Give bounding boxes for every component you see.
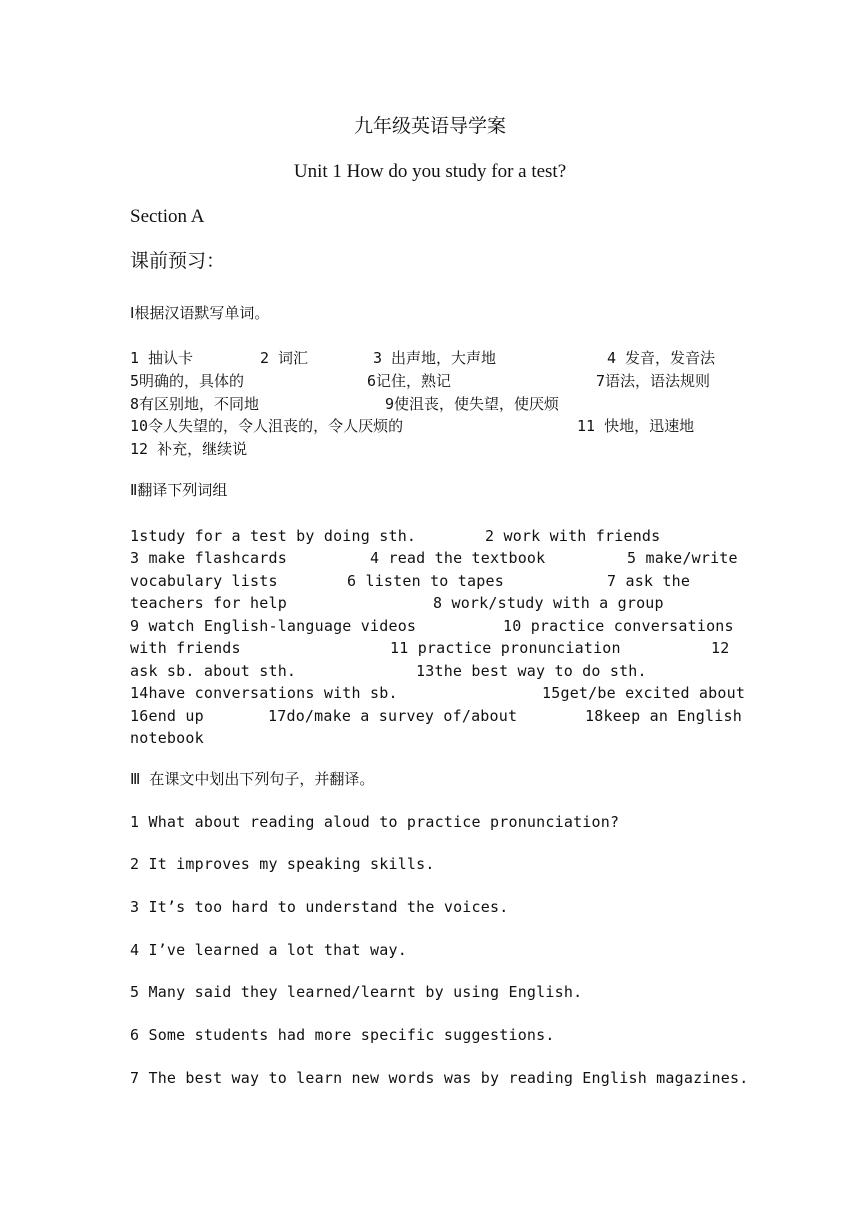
phrase-item: teachers for help [130, 594, 287, 612]
phrase-item: notebook [130, 729, 204, 747]
phrase-item: 11 practice pronunciation [390, 639, 621, 657]
phrase-item: with friends [130, 639, 241, 657]
part2-row [130, 707, 742, 725]
part2-row [130, 729, 730, 747]
part3-heading: Ⅲ 在课文中划出下列句子，并翻译。 [130, 770, 375, 788]
part1-row [130, 417, 730, 435]
phrase-item: 7 ask the [607, 572, 691, 590]
part1-heading: Ⅰ根据汉语默写单词。 [130, 304, 270, 322]
phrase-item: 3 make flashcards [130, 549, 287, 567]
vocab-item: 9使沮丧，使失望，使厌烦 [385, 395, 560, 413]
phrase-item: 16end up [130, 707, 204, 725]
part1-row [130, 395, 730, 413]
preview-heading: 课前预习： [130, 251, 226, 272]
vocab-item: 6记住，熟记 [367, 372, 452, 390]
phrase-item: ask sb. about sth. [130, 662, 297, 680]
phrase-item: 18keep an English [585, 707, 742, 725]
sentence-item: 4 I’ve learned a lot that way. [130, 941, 407, 959]
sentence-item: 7 The best way to learn new words was by reading English magazines. [130, 1069, 749, 1087]
vocab-item: 8有区别地，不同地 [130, 395, 260, 413]
phrase-item: 4 read the textbook [370, 549, 546, 567]
phrase-item: 12 [711, 639, 730, 657]
phrase-item: 10 practice conversations [503, 617, 734, 635]
sentence-item: 1 What about reading aloud to practice pronunciation? [130, 813, 620, 831]
phrase-item: 14have conversations with sb. [130, 684, 398, 702]
vocab-item: 12 补充，继续说 [130, 440, 248, 458]
part2-row [130, 617, 734, 635]
vocab-item: 3 出声地，大声地 [373, 349, 497, 367]
vocab-item: 2 词汇 [260, 349, 309, 367]
phrase-item: 1study for a test by doing sth. [130, 527, 417, 545]
vocab-item: 4 发音，发音法 [607, 349, 716, 367]
phrase-item: 5 make/write [627, 549, 738, 567]
sentence-item: 2 It improves my speaking skills. [130, 855, 435, 873]
phrase-item: 17do/make a survey of/about [268, 707, 518, 725]
part2-row [130, 662, 730, 680]
sentence-item: 3 It’s too hard to understand the voices. [130, 898, 509, 916]
section-label: Section A [130, 206, 205, 227]
part1-row [130, 440, 730, 458]
part2-row [130, 527, 730, 545]
vocab-item: 7语法，语法规则 [596, 372, 711, 390]
unit-title: Unit 1 How do you study for a test? [293, 161, 567, 182]
vocab-item: 5明确的，具体的 [130, 372, 245, 390]
document-title: 九年级英语导学案 [353, 116, 506, 137]
sentence-item: 5 Many said they learned/learnt by using English. [130, 983, 583, 1001]
vocab-item: 11 快地，迅速地 [577, 417, 695, 435]
phrase-item: 6 listen to tapes [347, 572, 504, 590]
phrase-item: 15get/be excited about [542, 684, 746, 702]
part2-heading: Ⅱ翻译下列词组 [130, 481, 228, 499]
part2-row [130, 572, 730, 590]
sentence-item: 6 Some students had more specific suggestions. [130, 1026, 555, 1044]
phrase-item: vocabulary lists [130, 572, 278, 590]
vocab-item: 10令人失望的，令人沮丧的，令人厌烦的 [130, 417, 404, 435]
phrase-item: 8 work/study with a group [433, 594, 664, 612]
vocab-item: 1 抽认卡 [130, 349, 194, 367]
part2-row [130, 639, 730, 657]
part2-row [130, 594, 730, 612]
part2-row [130, 549, 738, 567]
phrase-item: 2 work with friends [485, 527, 661, 545]
part1-row [130, 372, 730, 390]
part2-row [130, 684, 746, 702]
phrase-item: 9 watch English-language videos [130, 617, 417, 635]
part1-row [130, 349, 730, 367]
phrase-item: 13the best way to do sth. [416, 662, 647, 680]
